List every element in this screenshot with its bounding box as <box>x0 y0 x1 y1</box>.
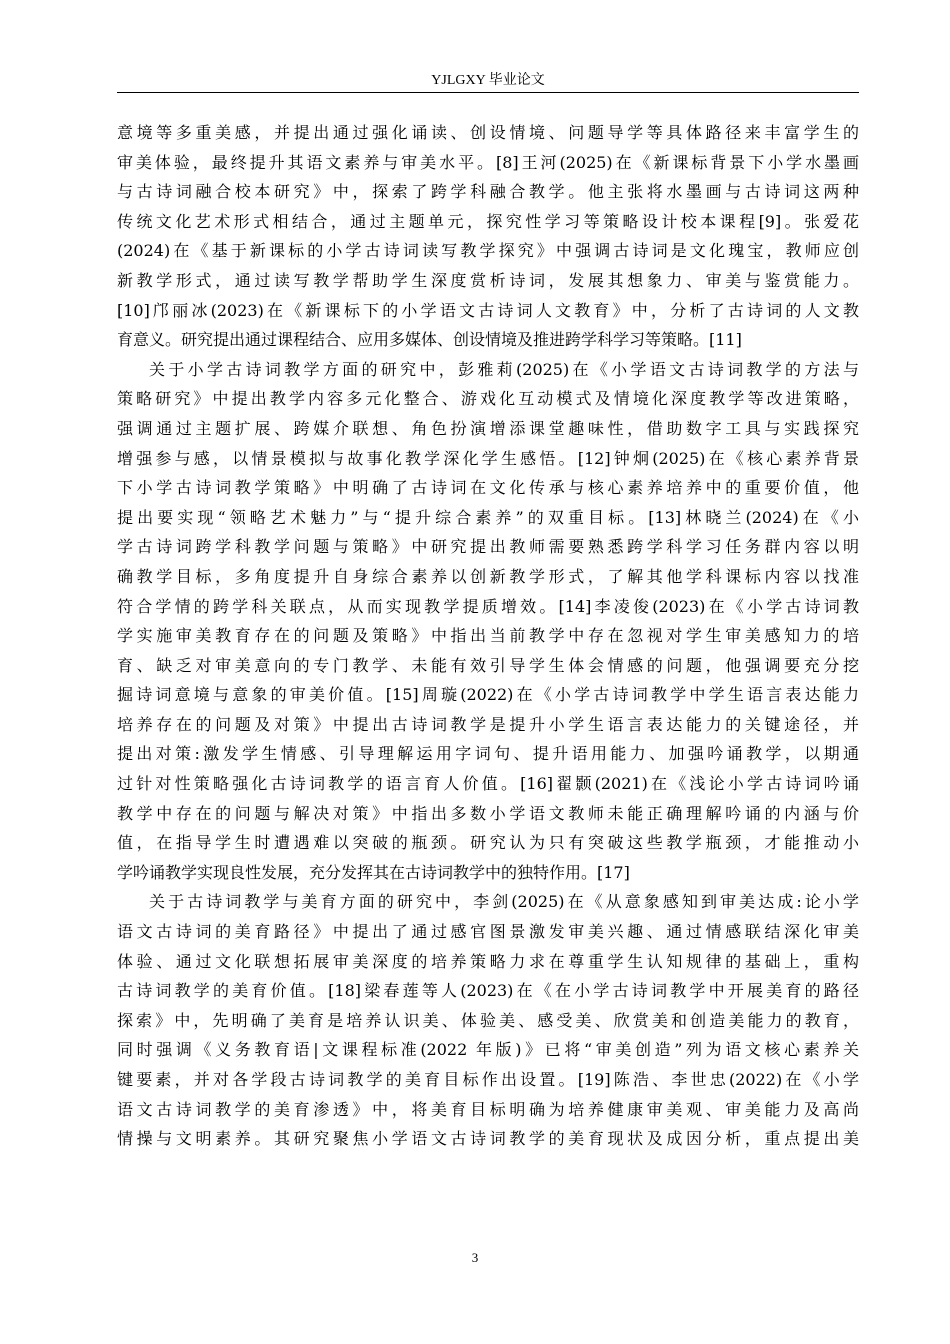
text-line: 传统文化艺术形式相结合，通过主题单元，探究性学习等策略设计校本课程[9]。张爱花 <box>117 211 859 231</box>
text-line: 增强参与感，以情景模拟与故事化教学深化学生感悟。[12]钟炯(2025)在《核心素养背景 <box>117 448 859 468</box>
text-line: [10]邝丽冰(2023)在《新课标下的小学语文古诗词人文教育》中，分析了古诗词的人文教 <box>117 300 859 320</box>
text-line: 提出要实现“领略艺术魅力”与“提升综合素养”的双重目标。[13]林晓兰(2024)在《小 <box>117 507 859 527</box>
running-header: YJLGXY 毕业论文 <box>431 73 545 88</box>
paragraph-first-line: 关于古诗词教学与美育方面的研究中，李剑(2025)在《从意象感知到审美达成:论小学 <box>149 892 859 912</box>
text-line: 语文古诗词的美育路径》中提出了通过感官图景激发审美兴趣、通过情感联结深化审美 <box>117 922 859 942</box>
text-line: 体验、通过文化联想拓展审美深度的培养策略力求在尊重学生认知规律的基础上，重构 <box>117 951 859 971</box>
text-line: 下小学古诗词教学策略》中明确了古诗词在文化传承与核心素养培养中的重要价值，他 <box>117 478 859 498</box>
text-line: 意境等多重美感，并提出通过强化诵读、创设情境、问题导学等具体路径来丰富学生的 <box>117 123 859 142</box>
paragraph-first-line: 关于小学古诗词教学方面的研究中，彭雅莉(2025)在《小学语文古诗词教学的方法与 <box>149 359 859 379</box>
text-line: 符合学情的跨学科关联点，从而实现教学提质增效。[14]李凌俊(2023)在《小学古诗词教 <box>117 596 859 616</box>
text-line: 学吟诵教学实现良性发展，充分发挥其在古诗词教学中的独特作用。[17] <box>117 862 630 882</box>
text-line: 教学中存在的问题与解决对策》中指出多数小学语文教师未能正确理解吟诵的内涵与价 <box>117 803 859 823</box>
header-rule <box>117 92 859 93</box>
text-line: 审美体验，最终提升其语文素养与审美水平。[8]王河(2025)在《新课标背景下小学水墨画 <box>117 152 859 172</box>
text-line: 确教学目标，多角度提升自身综合素养以创新教学形式，了解其他学科课标内容以找准 <box>117 566 859 586</box>
text-line: 古诗词教学的美育价值。[18]梁春莲等人(2023)在《在小学古诗词教学中开展美育的路径 <box>117 981 859 1001</box>
text-line: 值，在指导学生时遭遇难以突破的瓶颈。研究认为只有突破这些教学瓶颈，才能推动小 <box>117 833 859 853</box>
text-line: 学古诗词跨学科教学问题与策略》中研究提出教师需要熟悉跨学科学习任务群内容以明 <box>117 537 859 557</box>
text-line: 情操与文明素养。其研究聚焦小学语文古诗词教学的美育现状及成因分析，重点提出美 <box>117 1129 859 1149</box>
text-line: 新教学形式，通过读写教学帮助学生深度赏析诗词，发展其想象力、审美与鉴赏能力。 <box>117 270 859 290</box>
text-line: 强调通过主题扩展、跨媒介联想、角色扮演增添课堂趣味性，借助数字工具与实践探究 <box>117 418 859 438</box>
text-line: 提出对策:激发学生情感、引导理解运用字词句、提升语用能力、加强吟诵教学，以期通 <box>117 744 859 764</box>
text-line: (2024)在《基于新课标的小学古诗词读写教学探究》中强调古诗词是文化瑰宝，教师应创 <box>117 241 859 261</box>
text-line: 过针对性策略强化古诗词教学的语言育人价值。[16]翟颢(2021)在《浅论小学古诗词吟诵 <box>117 774 859 794</box>
text-line: 同时强调《义务教育语|文课程标准(2022 年版)》已将“审美创造”列为语文核心素养关 <box>117 1040 859 1060</box>
text-line: 策略研究》中提出教学内容多元化整合、游戏化互动模式及情境化深度教学等改进策略， <box>117 389 859 409</box>
page-number: 3 <box>471 1250 479 1265</box>
text-line: 语文古诗词教学的美育渗透》中，将美育目标明确为培养健康审美观、审美能力及高尚 <box>117 1099 859 1119</box>
body-text <box>117 118 859 1154</box>
text-line: 育意义。研究提出通过课程结合、应用多媒体、创设情境及推进跨学科学习等策略。[11] <box>117 330 742 350</box>
text-line: 育、缺乏对审美意向的专门教学、未能有效引导学生体会情感的问题，他强调要充分挖 <box>117 655 859 675</box>
text-line: 掘诗词意境与意象的审美价值。[15]周璇(2022)在《小学古诗词教学中学生语言表达能力 <box>117 685 859 705</box>
text-line: 键要素，并对各学段古诗词教学的美育目标作出设置。[19]陈浩、李世忠(2022)在《小学 <box>117 1070 859 1089</box>
text-line: 探索》中，先明确了美育是培养认识美、体验美、感受美、欣赏美和创造美能力的教育， <box>117 1010 859 1030</box>
text-line: 培养存在的问题及对策》中提出古诗词教学是提升小学生语言表达能力的关键途径，并 <box>117 714 859 734</box>
text-line: 学实施审美教育存在的问题及策略》中指出当前教学中存在忽视对学生审美感知力的培 <box>117 626 859 646</box>
text-line: 与古诗词融合校本研究》中，探索了跨学科融合教学。他主张将水墨画与古诗词这两种 <box>117 182 859 202</box>
